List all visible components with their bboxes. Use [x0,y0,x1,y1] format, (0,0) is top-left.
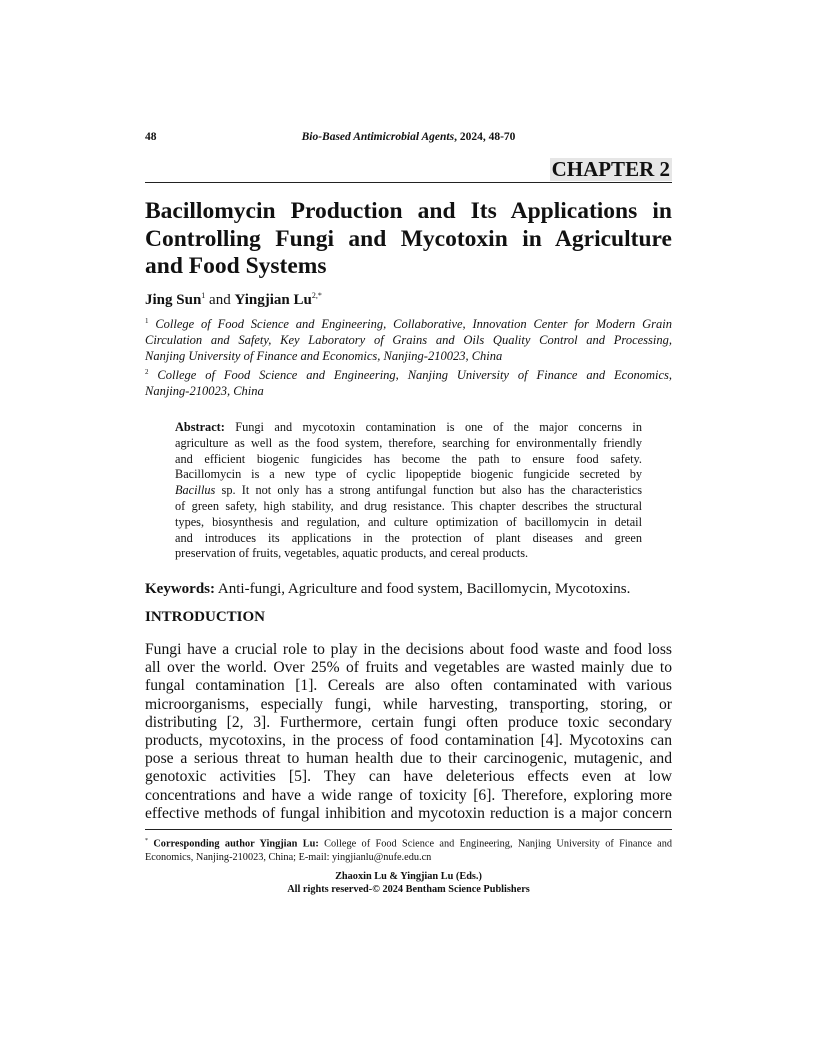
affiliation-text: College of Food Science and Engineering, Nanjing University of Finance and Economics, [157,368,673,383]
running-header [145,131,672,145]
affiliation-line [145,313,672,332]
keywords [145,580,630,598]
body-line: products, mycotoxins, in the process of food contamination [4]. Mycotoxins can [145,732,672,750]
body-line: genotoxic activities [5]. They can have deleterious effects even at low [145,768,672,786]
keywords-label: Keywords: [145,581,215,597]
publisher-info [145,870,672,896]
abstract [175,420,642,562]
body-line: distributing [2, 3]. Furthermore, certain fungi often produce toxic secondary [145,713,672,731]
body-line: microorganisms, especially fungi, while harvesting, transporting, storing, or [145,695,672,713]
section-heading: INTRODUCTION [145,609,266,625]
affiliation-line: Circulation and Safety, Key Laboratory of Grains and Oils Quality Control and Processing, [145,333,672,348]
introduction-paragraph [145,641,672,823]
footnote-text: College of Food Science and Engineering, Nanjing University of Finance and [318,838,673,850]
abstract-line: and introduces its applications in the protection of plant diseases and green [175,530,642,545]
body-line: fungal contamination [1]. Cereals are also often contaminated with various [145,677,672,695]
author-sup: 2,* [311,291,322,300]
abstract-line [175,420,642,436]
footnote-rule [145,829,672,830]
affiliation-2 [145,364,672,399]
affiliation-line: Nanjing-210023, China [145,384,264,399]
footnote-line [145,834,672,851]
author-sup: 1 [201,291,206,300]
abstract-line: of green safety, high stability, and drug resistance. This chapter describes the structural [175,498,642,513]
abstract-line: Bacillomycin is a new type of cyclic lipopeptide biogenic fungicide secreted by [175,467,642,482]
title-line: and Food Systems [145,253,327,279]
journal-year-pages: , 2024, 48-70 [454,131,516,143]
journal-citation [225,131,592,143]
footnote-sup: * [145,838,148,844]
footnote [145,834,672,865]
body-line: concentrations and have a wide range of toxicity [6]. Therefore, exploring more [145,786,672,804]
body-line: pose a serious threat to human health due to their carcinogenic, mutagenic, and [145,750,672,768]
affiliation-line [145,364,672,383]
title-line: Controlling Fungi and Mycotoxin in Agriculture [145,225,672,252]
abstract-line: types, biosynthesis and regulation, and culture optimization of bacillomycin in detail [175,514,642,529]
title-line: Bacillomycin Production and Its Applications in [145,198,672,224]
authors [145,287,322,309]
body-line: Fungi have a crucial role to play in the decisions about food waste and food loss [145,641,672,658]
affiliation-sup: 1 [145,317,149,325]
journal-name: Bio-Based Antimicrobial Agents [301,131,455,143]
affiliation-sup: 2 [145,368,149,376]
body-line: all over the world. Over 25% of fruits and vegetables are wasted mainly due to [145,659,672,677]
affiliation-line: Nanjing University of Finance and Economics, Nanjing-210023, China [145,349,503,364]
page-number: 48 [145,131,157,143]
affiliation-1 [145,313,672,364]
author-sep: and [205,292,235,308]
abstract-line [175,483,642,499]
header-rule [145,182,672,183]
author-name: Yingjian Lu [234,292,312,308]
footnote-label: Corresponding author Yingjian Lu: [153,838,319,850]
copyright: All rights reserved-© 2024 Bentham Science Publishers [287,884,530,895]
abstract-line: and efficient biogenic fungicides has become the path to ensure food safety. [175,451,642,466]
keywords-text: Anti-fungi, Agriculture and food system, Bacillomycin, Mycotoxins. [215,581,631,597]
body-line: effective methods of fungal inhibition and mycotoxin reduction is a major concern [145,804,672,822]
abstract-line: preservation of fruits, vegetables, aquatic products, and cereal products. [175,546,529,561]
editors: Zhaoxin Lu & Yingjian Lu (Eds.) [335,871,482,882]
abstract-text: sp. It not only has a strong antifungal function but also has the characteristics [221,483,643,498]
abstract-line: agriculture as well as the food system, therefore, searching for environmentally friendly [175,435,642,450]
affiliation-text: College of Food Science and Engineering, Collaborative, Innovation Center for Modern Grain [155,317,672,332]
chapter-title [145,198,672,281]
footnote-line: Economics, Nanjing-210023, China; E-mail: yingjianlu@nufe.edu.cn [145,852,432,864]
chapter-label: CHAPTER 2 [551,157,670,181]
abstract-label: Abstract: [175,420,225,434]
abstract-text: Fungi and mycotoxin contamination is one of the major concerns in [224,420,642,434]
author-name: Jing Sun [145,292,202,308]
genus-name: Bacillus [175,483,216,498]
